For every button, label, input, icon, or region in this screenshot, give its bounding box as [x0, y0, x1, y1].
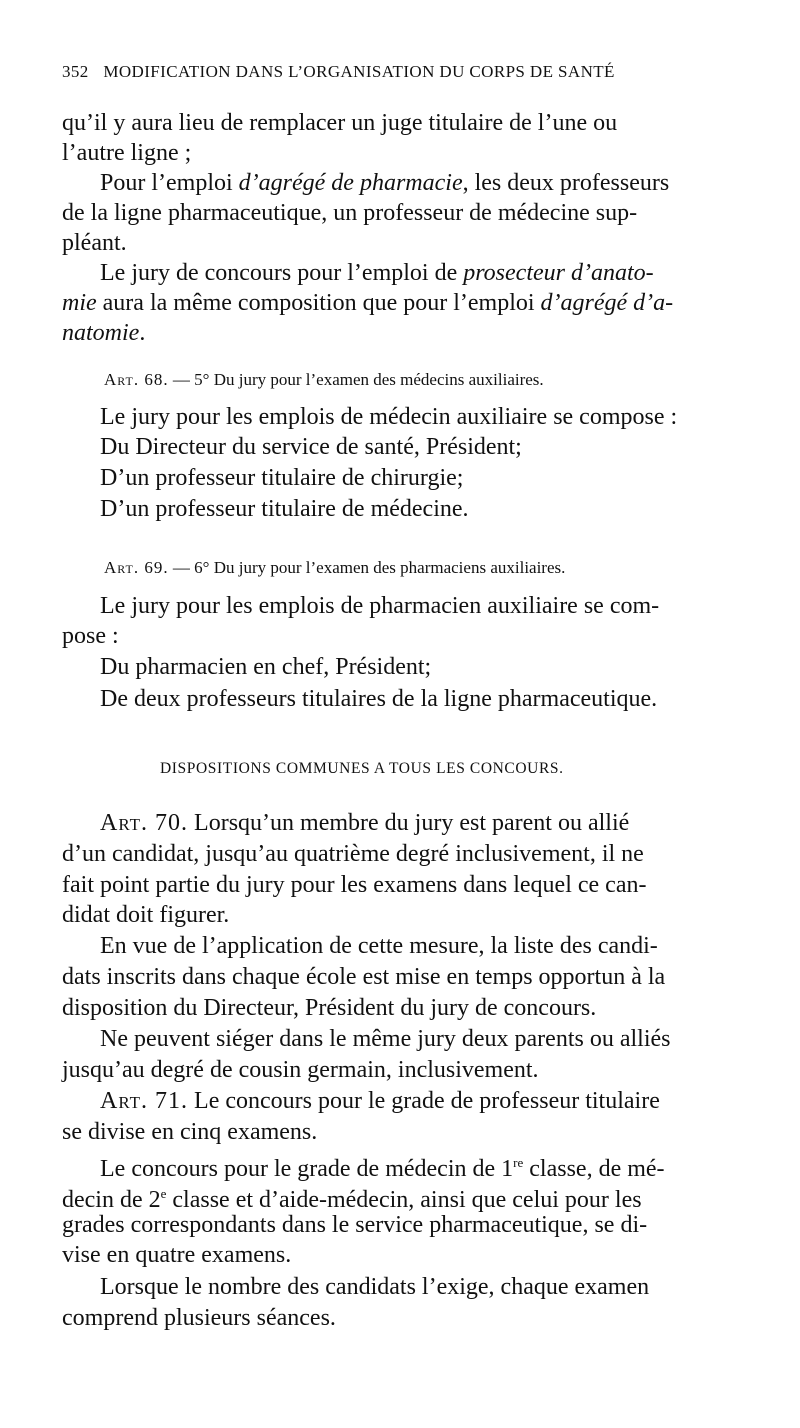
text-line	[100, 258, 654, 288]
text-line: comprend plusieurs séances.	[62, 1305, 336, 1331]
text-line: Du Directeur du service de santé, Président;	[100, 434, 522, 460]
text-line: qu’il y aura lieu de remplacer un juge titulaire de l’une ou	[62, 110, 618, 136]
text-span: .	[139, 320, 146, 346]
running-header	[62, 62, 692, 82]
article-label: Art. 69.	[104, 558, 169, 577]
text-line: En vue de l’application de cette mesure, la liste des candi-	[100, 933, 658, 959]
italic-span: natomie	[62, 320, 140, 346]
italic-span: d’agrégé de pharmacie	[238, 170, 463, 196]
running-title: MODIFICATION DANS L’ORGANISATION DU CORPS DE SANTÉ	[103, 62, 615, 81]
text-span: Le concours pour le grade de médecin de 1	[100, 1156, 514, 1182]
article-title: — 5° Du jury pour l’examen des médecins auxiliaires.	[168, 370, 544, 389]
text-line: se divise en cinq examens.	[62, 1119, 318, 1145]
text-line: vise en quatre examens.	[62, 1242, 292, 1268]
section-title: DISPOSITIONS COMMUNES A TOUS LES CONCOURS.	[160, 760, 564, 777]
text-line: pose :	[62, 623, 119, 649]
text-line: d’un candidat, jusqu’au quatrième degré inclusivement, il ne	[62, 841, 644, 867]
article-label: Art. 70.	[100, 810, 189, 836]
text-line: Le jury pour les emplois de pharmacien auxiliaire se com-	[100, 593, 660, 619]
text-line: dats inscrits dans chaque école est mise en temps opportun à la	[62, 964, 666, 990]
text-line	[62, 318, 145, 348]
text-line: didat doit figurer.	[62, 902, 230, 928]
text-span: Le concours pour le grade de professeur titulaire	[188, 1088, 660, 1114]
superscript: re	[513, 1155, 524, 1170]
text-line: Ne peuvent siéger dans le même jury deux parents ou alliés	[100, 1026, 671, 1052]
text-span: classe et d’aide-médecin, ainsi que celui pour les	[166, 1187, 642, 1213]
text-line	[100, 1086, 660, 1116]
text-span: aura la même composition que pour l’emploi	[96, 290, 541, 316]
text-line: D’un professeur titulaire de chirurgie;	[100, 465, 464, 491]
text-line	[100, 168, 669, 198]
text-line: De deux professeurs titulaires de la ligne pharmaceutique.	[100, 686, 658, 712]
text-line	[62, 288, 673, 318]
article-title: — 6° Du jury pour l’examen des pharmaciens auxiliaires.	[168, 558, 566, 577]
text-line: l’autre ligne ;	[62, 140, 192, 166]
text-span: classe, de mé-	[523, 1156, 665, 1182]
page-number: 352	[62, 62, 89, 81]
article-heading	[104, 558, 565, 578]
italic-span: d’agrégé d’a-	[540, 290, 674, 316]
text-span: Pour l’emploi	[100, 170, 239, 196]
text-span: Le jury de concours pour l’emploi de	[100, 260, 464, 286]
article-label: Art. 71.	[100, 1088, 189, 1114]
text-line: de la ligne pharmaceutique, un professeur de médecine sup-	[62, 200, 638, 226]
italic-span: prosecteur d’anato-	[463, 260, 654, 286]
text-span: , les deux professeurs	[462, 170, 670, 196]
article-heading	[104, 370, 544, 390]
text-line: D’un professeur titulaire de médecine.	[100, 496, 469, 522]
text-line: jusqu’au degré de cousin germain, inclusivement.	[62, 1057, 539, 1083]
text-line: Du pharmacien en chef, Président;	[100, 654, 432, 680]
text-line: Lorsque le nombre des candidats l’exige, chaque examen	[100, 1274, 650, 1300]
text-line	[100, 808, 629, 838]
text-line: disposition du Directeur, Président du jury de concours.	[62, 995, 597, 1021]
text-span: Lorsqu’un membre du jury est parent ou allié	[188, 810, 630, 836]
text-line: pléant.	[62, 230, 127, 256]
text-line: grades correspondants dans le service pharmaceutique, se di-	[62, 1212, 648, 1238]
article-label: Art. 68.	[104, 370, 169, 389]
superscript: e	[160, 1186, 167, 1201]
text-line: fait point partie du jury pour les examens dans lequel ce can-	[62, 872, 647, 898]
text-span: decin de 2	[62, 1187, 161, 1213]
italic-span: mie	[62, 290, 97, 316]
text-line: Le jury pour les emplois de médecin auxiliaire se compose :	[100, 404, 678, 430]
